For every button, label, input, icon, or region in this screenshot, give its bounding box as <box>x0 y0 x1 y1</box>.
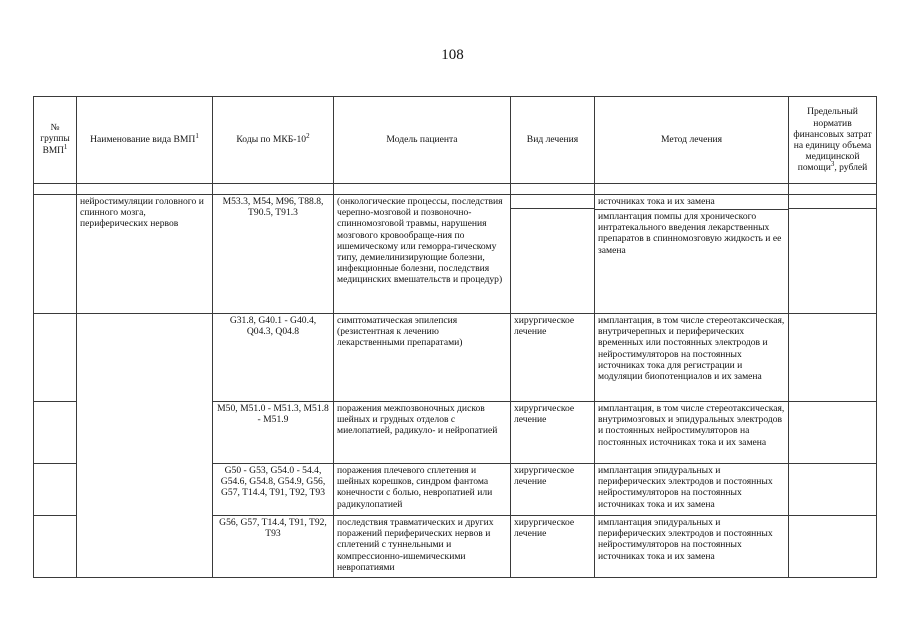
cost-cell <box>789 314 877 402</box>
icd-codes-cell: G31.8, G40.1 - G40.4, Q04.3, Q04.8 <box>213 314 334 402</box>
vmp-table <box>33 96 877 578</box>
cost-cell <box>789 402 877 464</box>
header-patient-model: Модель пациента <box>334 97 511 184</box>
group-number-cell <box>34 195 77 314</box>
group-number-cell <box>34 402 77 464</box>
patient-model-cell: (онкологические процессы, последствия черепно-мозговой и позвоночно-спинномозговой травмы, нарушения мозгового кровообраще-ния по ишемическому или геморра-гическому типу, демиелинизирующие болезни, инфекционные болезни, последствия медицинских вмешательств и процедур) <box>334 195 511 314</box>
patient-model-cell: поражения межпозвоночных дисков шейных и грудных отделов с миелопатией, радикуло- и нейропатией <box>334 402 511 464</box>
treatment-type-cell: хирургическое лечение <box>511 464 595 516</box>
treatment-method-cell: имплантация, в том числе стереотаксическая, внутричерепных и периферических временных или постоянных электродов и нейростимуляторов на постоянных источниках тока для регистрации и модуляции биопотенциалов и их замена <box>595 314 789 402</box>
patient-model-cell: последствия травматических и других поражений периферических нервов и сплетений с туннельными и компрессионно-ишемическими невропатиями <box>334 516 511 578</box>
treatment-method-cell: имплантация эпидуральных и периферических электродов и постоянных нейростимуляторов на постоянных источниках тока и их замена <box>595 464 789 516</box>
treatment-type-cell <box>511 195 595 314</box>
icd-codes-cell: M50, M51.0 - M51.3, M51.8 - M51.9 <box>213 402 334 464</box>
vmp-name: нейростимуляции головного и спинного мозга, периферических нервов <box>77 195 212 314</box>
patient-model-cell: поражения плечевого сплетения и шейных корешков, синдром фантома конечности с болью, невропатией или радикулопатией <box>334 464 511 516</box>
header-icd-codes: Коды по МКБ-$10^2$ <box>213 97 334 184</box>
patient-model-cell: симптоматическая эпилепсия (резистентная к лечению лекарственными препаратами) <box>334 314 511 402</box>
page-number: 108 <box>441 47 464 63</box>
group-number-cell <box>34 464 77 516</box>
icd-codes-cell: G56, G57, T14.4, T91, T92, T93 <box>213 516 334 578</box>
cost-empty-top <box>789 195 877 210</box>
treatment-method-text: имплантация помпы для хронического интратекального введения лекарственных препаратов в спинномозговую жидкость и ее замена <box>598 211 782 256</box>
header-cost-standard: Предельный норматив финансовых затрат на единицу объема медицинской помощи$^3$, рублей <box>789 97 877 184</box>
header-group-number: № группы ВМП$^1$ <box>34 97 77 184</box>
icd-codes-cell: G50 - G53, G54.0 - 54.4, G54.6, G54.8, G54.9, G56, G57, T14.4, T91, T92, T93 <box>213 464 334 516</box>
treatment-empty-top <box>511 195 595 210</box>
header-treatment-type: Вид лечения <box>511 97 595 184</box>
spacer-row <box>34 184 877 195</box>
group-number-cell <box>34 516 77 578</box>
treatment-type-cell: хирургическое лечение <box>511 314 595 402</box>
cost-cell <box>789 195 877 314</box>
cost-cell <box>789 464 877 516</box>
treatment-type-cell: хирургическое лечение <box>511 402 595 464</box>
treatment-method-continued: источниках тока и их замена <box>595 195 788 210</box>
treatment-method-cell: имплантация эпидуральных и периферических электродов и постоянных нейростимуляторов на постоянных источниках тока и их замена <box>595 516 789 578</box>
group-number-cell <box>34 314 77 402</box>
treatment-method-cell: имплантация, в том числе стереотаксическая, внутримозговых и эпидуральных электродов и постоянных нейростимуляторов на постоянных источниках тока и их замена <box>595 402 789 464</box>
table-header-row <box>34 97 877 184</box>
treatment-type-cell: хирургическое лечение <box>511 516 595 578</box>
header-treatment-method: Метод лечения <box>595 97 789 184</box>
treatment-method-cell <box>595 195 789 314</box>
icd-codes-cell: M53.3, M54, M96, T88.8, T90.5, T91.3 <box>213 195 334 314</box>
table-row <box>34 195 877 314</box>
vmp-name-cell <box>77 195 213 578</box>
header-vmp-name: Наименование вида ВМП$^1$ <box>77 97 213 184</box>
cost-cell <box>789 516 877 578</box>
